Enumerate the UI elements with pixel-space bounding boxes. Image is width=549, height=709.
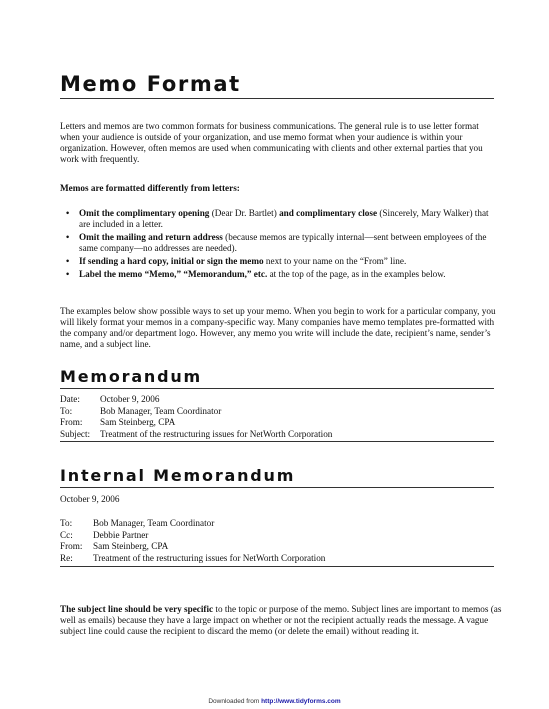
memo1-heading: Memorandum xyxy=(60,367,203,386)
bullet-icon: • xyxy=(66,232,70,242)
memo1-header-block xyxy=(60,394,332,440)
page-title: Memo Format xyxy=(60,72,241,96)
memo2-rule xyxy=(60,487,494,488)
list-item: • If sending a hard copy, initial or sign the memo next to your name on the “From” line. xyxy=(66,256,407,266)
memo1-from-row: From: Sam Steinberg, CPA xyxy=(60,417,176,427)
download-footer: Downloaded from http://www.tidyforms.com xyxy=(208,698,341,705)
intro-paragraph: Letters and memos are two common formats for business communications. The general rule is to use letter format when your audience is outside of your organization, and use memo format when your audience is within your organization. However, often memos are used when communicating with clients and other external parties that you work with frequently. xyxy=(60,121,483,164)
memo2-re-row: Re: Treatment of the restructuring issues for NetWorth Corporation xyxy=(60,552,326,563)
memo2-heading: Internal Memorandum xyxy=(60,466,296,485)
memo2-bottom-rule xyxy=(60,566,494,567)
memo2-to-row: To: Bob Manager, Team Coordinator xyxy=(60,518,215,528)
list-item: • Omit the complimentary opening (Dear Dr. Bartlet) and complimentary close (Sincerely, Mary Walker) that are included in a letter. xyxy=(66,208,489,229)
memo2-from-row: From: Sam Steinberg, CPA xyxy=(60,541,169,551)
memo2-date: October 9, 2006 xyxy=(60,494,120,504)
subject-line-paragraph: The subject line should be very specific to the topic or purpose of the memo. Subject lines are important to memos (as well as emails) because they have a large impact on whether or not the recipient actually reads the message. A vague subject line could cause the recipient to discard the memo (or delete the email) without reading it. xyxy=(60,604,502,636)
differences-list xyxy=(60,208,500,282)
differences-heading: Memos are formatted differently from letters: xyxy=(60,183,240,193)
memo1-to-row: To: Bob Manager, Team Coordinator xyxy=(60,405,222,416)
bullet-icon: • xyxy=(66,208,70,218)
tidyforms-link[interactable]: http://www.tidyforms.com xyxy=(261,698,341,705)
memo1-bottom-rule xyxy=(60,441,494,442)
memo2-header-block xyxy=(60,518,325,564)
examples-paragraph: The examples below show possible ways to set up your memo. When you begin to work for a particular company, you will likely format your memos in a company-specific way. Many companies have memo templates pre-formatted with the company and/or department logo. However, any memo you write will include the date, recipient’s name, sender’s name, and a subject line. xyxy=(60,306,496,349)
memo2-cc-row: Cc: Debbie Partner xyxy=(60,529,149,540)
bullet-icon: • xyxy=(66,269,70,279)
title-rule xyxy=(60,98,494,99)
list-item: • Omit the mailing and return address (because memos are typically internal—sent between employees of the same company—no addresses are needed). xyxy=(66,232,487,253)
bullet-icon: • xyxy=(66,256,70,266)
memo1-date-row: Date: October 9, 2006 xyxy=(60,394,160,404)
memo1-rule xyxy=(60,388,494,389)
list-item: • Label the memo “Memo,” “Memorandum,” etc. at the top of the page, as in the examples below. xyxy=(66,269,446,279)
memo1-subject-row: Subject: Treatment of the restructuring issues for NetWorth Corporation xyxy=(60,428,333,439)
